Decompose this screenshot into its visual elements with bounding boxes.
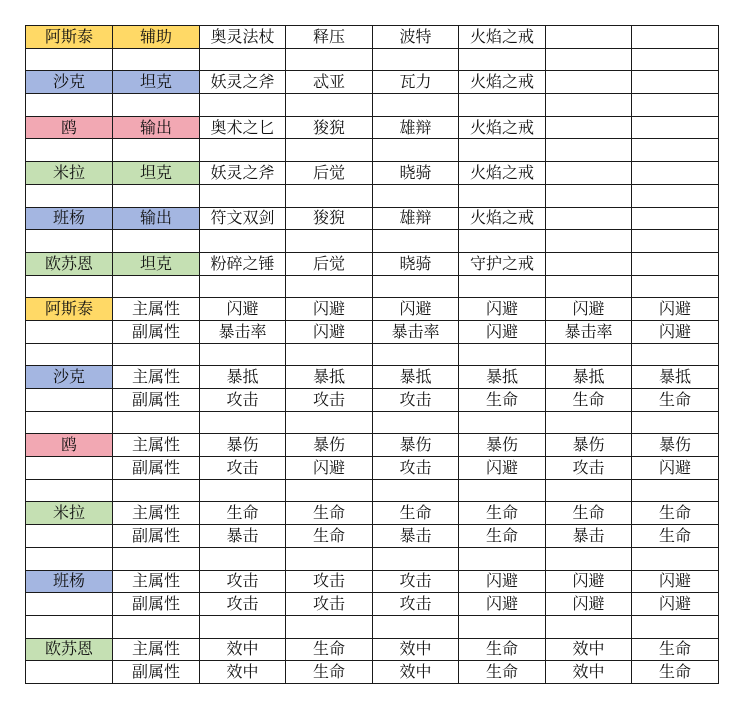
hero-name-cell: 欧苏恩	[26, 252, 113, 275]
empty-cell	[286, 184, 373, 207]
spacer-row	[26, 139, 719, 162]
attr-value-cell: 暴抵	[546, 366, 632, 389]
empty-cell	[26, 184, 113, 207]
gear-item-cell: 火焰之戒	[459, 162, 546, 185]
empty-cell	[632, 162, 719, 185]
empty-cell	[113, 94, 200, 117]
empty-cell	[546, 230, 632, 253]
main-attr-label: 主属性	[113, 298, 200, 321]
empty-cell	[632, 343, 719, 366]
attr-value-cell: 暴伤	[546, 434, 632, 457]
attr-value-cell: 生命	[286, 525, 373, 548]
attr-value-cell: 生命	[632, 638, 719, 661]
attr-value-cell: 闪避	[459, 570, 546, 593]
empty-cell	[200, 343, 286, 366]
empty-cell	[26, 547, 113, 570]
empty-cell	[113, 479, 200, 502]
attr-value-cell: 暴击率	[373, 320, 459, 343]
empty-cell	[26, 275, 113, 298]
attr-value-cell: 闪避	[459, 320, 546, 343]
empty-cell	[26, 661, 113, 684]
sub-attr-label: 副属性	[113, 320, 200, 343]
attr-value-cell: 攻击	[373, 593, 459, 616]
empty-cell	[286, 139, 373, 162]
empty-cell	[200, 139, 286, 162]
empty-cell	[286, 275, 373, 298]
gear-item-cell: 妖灵之斧	[200, 162, 286, 185]
attr-value-cell: 闪避	[632, 457, 719, 480]
team-build-table	[25, 25, 719, 684]
hero-role-cell: 输出	[113, 207, 200, 230]
attr-value-cell: 生命	[286, 502, 373, 525]
empty-cell	[632, 252, 719, 275]
empty-cell	[546, 184, 632, 207]
empty-cell	[632, 547, 719, 570]
empty-cell	[26, 457, 113, 480]
spacer-row	[26, 343, 719, 366]
empty-cell	[546, 479, 632, 502]
empty-cell	[26, 615, 113, 638]
empty-cell	[373, 479, 459, 502]
empty-cell	[546, 207, 632, 230]
gear-item-cell: 后觉	[286, 252, 373, 275]
empty-cell	[200, 94, 286, 117]
attr-value-cell: 暴抵	[459, 366, 546, 389]
empty-cell	[113, 139, 200, 162]
hero-role-cell: 辅助	[113, 26, 200, 49]
main-attr-label: 主属性	[113, 570, 200, 593]
attr-value-cell: 暴伤	[459, 434, 546, 457]
empty-cell	[546, 26, 632, 49]
empty-cell	[632, 94, 719, 117]
gear-item-cell: 雄辩	[373, 116, 459, 139]
empty-cell	[200, 275, 286, 298]
attr-value-cell: 闪避	[546, 298, 632, 321]
attr-value-cell: 攻击	[546, 457, 632, 480]
attr-value-cell: 闪避	[286, 320, 373, 343]
attr-sub-row	[26, 661, 719, 684]
attr-value-cell: 闪避	[286, 457, 373, 480]
empty-cell	[26, 389, 113, 412]
gear-item-cell: 晓骑	[373, 162, 459, 185]
spacer-row	[26, 94, 719, 117]
empty-cell	[26, 593, 113, 616]
attr-value-cell: 暴击	[200, 525, 286, 548]
gear-row	[26, 116, 719, 139]
attr-value-cell: 暴击	[373, 525, 459, 548]
sub-attr-label: 副属性	[113, 525, 200, 548]
empty-cell	[113, 343, 200, 366]
main-attr-label: 主属性	[113, 502, 200, 525]
empty-cell	[546, 162, 632, 185]
attr-main-row	[26, 502, 719, 525]
attr-value-cell: 生命	[632, 389, 719, 412]
empty-cell	[200, 48, 286, 71]
hero-role-cell: 坦克	[113, 71, 200, 94]
attr-value-cell: 效中	[373, 638, 459, 661]
gear-item-cell: 雄辩	[373, 207, 459, 230]
empty-cell	[26, 139, 113, 162]
attr-value-cell: 暴抵	[373, 366, 459, 389]
empty-cell	[373, 94, 459, 117]
gear-item-cell: 火焰之戒	[459, 26, 546, 49]
attr-value-cell: 攻击	[286, 389, 373, 412]
empty-cell	[26, 320, 113, 343]
empty-cell	[459, 343, 546, 366]
empty-cell	[459, 275, 546, 298]
empty-cell	[373, 343, 459, 366]
attr-value-cell: 效中	[373, 661, 459, 684]
hero-name-cell: 米拉	[26, 162, 113, 185]
empty-cell	[113, 547, 200, 570]
gear-row	[26, 26, 719, 49]
spacer-row	[26, 411, 719, 434]
empty-cell	[632, 615, 719, 638]
main-attr-label: 主属性	[113, 366, 200, 389]
main-attr-label: 主属性	[113, 434, 200, 457]
empty-cell	[373, 184, 459, 207]
gear-item-cell: 瓦力	[373, 71, 459, 94]
attr-value-cell: 暴击率	[546, 320, 632, 343]
attr-value-cell: 闪避	[200, 298, 286, 321]
empty-cell	[26, 94, 113, 117]
attr-value-cell: 攻击	[200, 593, 286, 616]
hero-name-cell: 欧苏恩	[26, 638, 113, 661]
gear-row	[26, 71, 719, 94]
attr-sub-row	[26, 525, 719, 548]
empty-cell	[373, 547, 459, 570]
attr-value-cell: 闪避	[632, 593, 719, 616]
sub-attr-label: 副属性	[113, 593, 200, 616]
attr-value-cell: 闪避	[632, 570, 719, 593]
empty-cell	[632, 275, 719, 298]
gear-item-cell: 奥灵法杖	[200, 26, 286, 49]
gear-row	[26, 162, 719, 185]
empty-cell	[632, 71, 719, 94]
attr-value-cell: 闪避	[632, 320, 719, 343]
empty-cell	[286, 615, 373, 638]
empty-cell	[200, 230, 286, 253]
empty-cell	[373, 48, 459, 71]
attr-value-cell: 暴伤	[632, 434, 719, 457]
attr-value-cell: 暴抵	[200, 366, 286, 389]
attr-value-cell: 生命	[546, 389, 632, 412]
attr-sub-row	[26, 457, 719, 480]
hero-name-cell: 米拉	[26, 502, 113, 525]
attr-value-cell: 效中	[546, 638, 632, 661]
attr-value-cell: 闪避	[546, 593, 632, 616]
empty-cell	[632, 48, 719, 71]
attr-value-cell: 攻击	[373, 389, 459, 412]
empty-cell	[113, 615, 200, 638]
empty-cell	[632, 411, 719, 434]
gear-item-cell: 波特	[373, 26, 459, 49]
empty-cell	[26, 48, 113, 71]
hero-name-cell: 鸥	[26, 116, 113, 139]
empty-cell	[373, 230, 459, 253]
empty-cell	[26, 230, 113, 253]
empty-cell	[632, 479, 719, 502]
attr-value-cell: 生命	[632, 661, 719, 684]
spacer-row	[26, 48, 719, 71]
empty-cell	[546, 252, 632, 275]
attr-main-row	[26, 366, 719, 389]
attr-value-cell: 闪避	[286, 298, 373, 321]
gear-item-cell: 狻猊	[286, 207, 373, 230]
attr-value-cell: 生命	[459, 502, 546, 525]
empty-cell	[286, 230, 373, 253]
gear-item-cell: 火焰之戒	[459, 71, 546, 94]
attr-value-cell: 生命	[632, 502, 719, 525]
attr-value-cell: 攻击	[200, 389, 286, 412]
empty-cell	[26, 343, 113, 366]
attr-value-cell: 暴伤	[286, 434, 373, 457]
empty-cell	[459, 615, 546, 638]
gear-item-cell: 粉碎之锤	[200, 252, 286, 275]
attr-value-cell: 暴抵	[632, 366, 719, 389]
gear-row	[26, 207, 719, 230]
gear-item-cell: 奥术之匕	[200, 116, 286, 139]
sub-attr-label: 副属性	[113, 389, 200, 412]
attr-value-cell: 生命	[459, 525, 546, 548]
empty-cell	[459, 547, 546, 570]
empty-cell	[286, 479, 373, 502]
attr-main-row	[26, 570, 719, 593]
gear-row	[26, 252, 719, 275]
gear-item-cell: 狻猊	[286, 116, 373, 139]
attr-value-cell: 攻击	[200, 457, 286, 480]
empty-cell	[286, 547, 373, 570]
empty-cell	[113, 48, 200, 71]
empty-cell	[546, 343, 632, 366]
attr-value-cell: 生命	[373, 502, 459, 525]
attr-value-cell: 攻击	[200, 570, 286, 593]
empty-cell	[459, 139, 546, 162]
gear-item-cell: 火焰之戒	[459, 116, 546, 139]
empty-cell	[632, 139, 719, 162]
empty-cell	[26, 525, 113, 548]
spacer-row	[26, 479, 719, 502]
empty-cell	[200, 184, 286, 207]
empty-cell	[459, 48, 546, 71]
empty-cell	[546, 275, 632, 298]
attr-value-cell: 生命	[286, 661, 373, 684]
empty-cell	[632, 230, 719, 253]
empty-cell	[200, 411, 286, 434]
attr-value-cell: 生命	[459, 661, 546, 684]
hero-role-cell: 坦克	[113, 162, 200, 185]
hero-role-cell: 输出	[113, 116, 200, 139]
gear-item-cell: 妖灵之斧	[200, 71, 286, 94]
empty-cell	[632, 184, 719, 207]
empty-cell	[200, 479, 286, 502]
hero-name-cell: 班杨	[26, 570, 113, 593]
attr-value-cell: 暴伤	[200, 434, 286, 457]
attr-value-cell: 生命	[459, 638, 546, 661]
main-attr-label: 主属性	[113, 638, 200, 661]
attr-sub-row	[26, 593, 719, 616]
empty-cell	[113, 411, 200, 434]
empty-cell	[286, 411, 373, 434]
empty-cell	[113, 184, 200, 207]
attr-main-row	[26, 298, 719, 321]
attr-value-cell: 闪避	[459, 298, 546, 321]
empty-cell	[459, 411, 546, 434]
gear-item-cell: 后觉	[286, 162, 373, 185]
empty-cell	[373, 275, 459, 298]
empty-cell	[459, 479, 546, 502]
attr-main-row	[26, 638, 719, 661]
attr-value-cell: 闪避	[632, 298, 719, 321]
spacer-row	[26, 547, 719, 570]
empty-cell	[546, 615, 632, 638]
table-body	[26, 26, 719, 684]
empty-cell	[26, 479, 113, 502]
empty-cell	[459, 94, 546, 117]
empty-cell	[373, 411, 459, 434]
empty-cell	[373, 615, 459, 638]
empty-cell	[373, 139, 459, 162]
attr-value-cell: 攻击	[373, 457, 459, 480]
empty-cell	[113, 275, 200, 298]
attr-value-cell: 暴抵	[286, 366, 373, 389]
empty-cell	[286, 343, 373, 366]
empty-cell	[286, 94, 373, 117]
sub-attr-label: 副属性	[113, 661, 200, 684]
attr-value-cell: 闪避	[373, 298, 459, 321]
empty-cell	[26, 411, 113, 434]
attr-main-row	[26, 434, 719, 457]
empty-cell	[200, 547, 286, 570]
empty-cell	[459, 184, 546, 207]
hero-name-cell: 沙克	[26, 366, 113, 389]
hero-name-cell: 沙克	[26, 71, 113, 94]
attr-value-cell: 攻击	[286, 570, 373, 593]
empty-cell	[546, 71, 632, 94]
attr-value-cell: 攻击	[286, 593, 373, 616]
gear-item-cell: 守护之戒	[459, 252, 546, 275]
empty-cell	[546, 94, 632, 117]
attr-value-cell: 闪避	[459, 593, 546, 616]
empty-cell	[546, 116, 632, 139]
empty-cell	[113, 230, 200, 253]
spacer-row	[26, 615, 719, 638]
empty-cell	[632, 207, 719, 230]
attr-value-cell: 效中	[546, 661, 632, 684]
gear-item-cell: 火焰之戒	[459, 207, 546, 230]
empty-cell	[546, 547, 632, 570]
empty-cell	[632, 116, 719, 139]
attr-value-cell: 生命	[546, 502, 632, 525]
attr-value-cell: 闪避	[459, 457, 546, 480]
spacer-row	[26, 275, 719, 298]
empty-cell	[459, 230, 546, 253]
attr-value-cell: 生命	[632, 525, 719, 548]
attr-value-cell: 攻击	[373, 570, 459, 593]
empty-cell	[546, 139, 632, 162]
attr-sub-row	[26, 389, 719, 412]
sub-attr-label: 副属性	[113, 457, 200, 480]
attr-value-cell: 生命	[459, 389, 546, 412]
hero-name-cell: 鸥	[26, 434, 113, 457]
attr-value-cell: 效中	[200, 661, 286, 684]
hero-role-cell: 坦克	[113, 252, 200, 275]
attr-value-cell: 闪避	[546, 570, 632, 593]
spacer-row	[26, 230, 719, 253]
empty-cell	[546, 48, 632, 71]
empty-cell	[632, 26, 719, 49]
gear-item-cell: 释压	[286, 26, 373, 49]
attr-value-cell: 效中	[200, 638, 286, 661]
gear-item-cell: 晓骑	[373, 252, 459, 275]
empty-cell	[200, 615, 286, 638]
hero-name-cell: 班杨	[26, 207, 113, 230]
attr-value-cell: 生命	[286, 638, 373, 661]
attr-value-cell: 生命	[200, 502, 286, 525]
empty-cell	[546, 411, 632, 434]
empty-cell	[286, 48, 373, 71]
gear-item-cell: 忒亚	[286, 71, 373, 94]
hero-name-cell: 阿斯泰	[26, 298, 113, 321]
hero-name-cell: 阿斯泰	[26, 26, 113, 49]
spacer-row	[26, 184, 719, 207]
attr-sub-row	[26, 320, 719, 343]
attr-value-cell: 暴伤	[373, 434, 459, 457]
gear-item-cell: 符文双剑	[200, 207, 286, 230]
attr-value-cell: 暴击	[546, 525, 632, 548]
attr-value-cell: 暴击率	[200, 320, 286, 343]
